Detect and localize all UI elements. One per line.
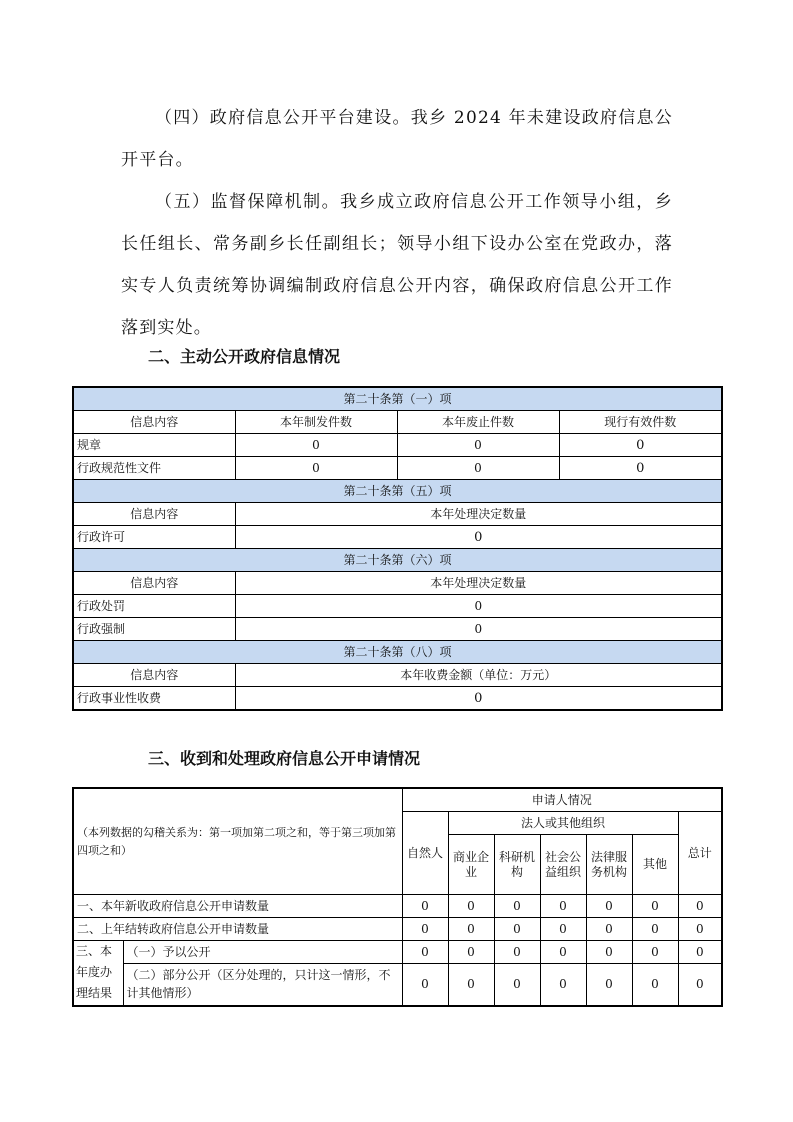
cell-value: 0 bbox=[586, 918, 632, 941]
cell-value: 0 bbox=[235, 687, 722, 711]
cell-value: 0 bbox=[235, 526, 722, 549]
header-other: 其他 bbox=[632, 835, 678, 895]
table-row bbox=[73, 526, 722, 549]
header-public-welfare: 社会公益组织 bbox=[540, 835, 586, 895]
row-label: （二）部分公开（区分处理的，只计这一情形，不计其他情形） bbox=[123, 964, 402, 1006]
header-content: 信息内容 bbox=[73, 572, 235, 595]
cell-value: 0 bbox=[678, 895, 722, 918]
header-legal-other: 法人或其他组织 bbox=[448, 812, 678, 835]
header-decisions: 本年处理决定数量 bbox=[235, 572, 722, 595]
header-business: 商业企业 bbox=[448, 835, 494, 895]
paragraph-platform: （四）政府信息公开平台建设。我乡 2024 年未建设政府信息公开平台。 bbox=[121, 108, 673, 170]
cell-value: 0 bbox=[586, 964, 632, 1006]
cell-value: 0 bbox=[402, 918, 448, 941]
cell-value: 0 bbox=[540, 895, 586, 918]
cell-value: 0 bbox=[402, 941, 448, 964]
cell-value: 0 bbox=[678, 964, 722, 1006]
section-3-title: 三、收到和处理政府信息公开申请情况 bbox=[148, 749, 421, 768]
cell-value: 0 bbox=[540, 941, 586, 964]
row-label: （一）予以公开 bbox=[123, 941, 402, 964]
cell-value: 0 bbox=[586, 941, 632, 964]
table-row bbox=[73, 895, 722, 918]
row-label: 行政处罚 bbox=[73, 595, 235, 618]
row-label: 行政规范性文件 bbox=[73, 457, 235, 480]
cell-value: 0 bbox=[632, 964, 678, 1006]
header-applicant: 申请人情况 bbox=[402, 788, 722, 812]
cell-value: 0 bbox=[448, 918, 494, 941]
body-text bbox=[121, 97, 673, 349]
header-legal-service: 法律服务机构 bbox=[586, 835, 632, 895]
group-label: 三、本年度办理结果 bbox=[73, 941, 123, 1006]
header-valid: 现行有效件数 bbox=[559, 411, 722, 434]
cell-value: 0 bbox=[235, 457, 397, 480]
header-issued: 本年制发件数 bbox=[235, 411, 397, 434]
row-label: 一、本年新收政府信息公开申请数量 bbox=[73, 895, 402, 918]
table-row bbox=[73, 434, 722, 457]
header-fee: 本年收费金额（单位：万元） bbox=[235, 664, 722, 687]
table-row bbox=[73, 918, 722, 941]
cell-value: 0 bbox=[494, 895, 540, 918]
cell-value: 0 bbox=[448, 941, 494, 964]
row-label: 行政强制 bbox=[73, 618, 235, 641]
row-label: 规章 bbox=[73, 434, 235, 457]
paragraph-supervision: （五）监督保障机制。我乡成立政府信息公开工作领导小组，乡长任组长、常务副乡长任副组长；领导小组下设办公室在党政办，落实专人负责统筹协调编制政府信息公开内容，确保政府信息公开工作落到实处。 bbox=[121, 192, 673, 338]
cell-value: 0 bbox=[494, 964, 540, 1006]
cell-value: 0 bbox=[402, 895, 448, 918]
row-label: 行政许可 bbox=[73, 526, 235, 549]
row-label: 行政事业性收费 bbox=[73, 687, 235, 711]
header-content: 信息内容 bbox=[73, 411, 235, 434]
header-research: 科研机构 bbox=[494, 835, 540, 895]
cell-value: 0 bbox=[235, 434, 397, 457]
cell-value: 0 bbox=[540, 964, 586, 1006]
cell-value: 0 bbox=[632, 895, 678, 918]
cell-value: 0 bbox=[397, 434, 559, 457]
cell-value: 0 bbox=[402, 964, 448, 1006]
cell-value: 0 bbox=[632, 941, 678, 964]
cell-value: 0 bbox=[448, 895, 494, 918]
header-abolished: 本年废止件数 bbox=[397, 411, 559, 434]
cell-value: 0 bbox=[540, 918, 586, 941]
table-row bbox=[73, 964, 722, 1006]
band-article-5: 第二十条第（五）项 bbox=[73, 480, 722, 503]
table-row bbox=[73, 687, 722, 711]
cell-value: 0 bbox=[235, 618, 722, 641]
header-total: 总计 bbox=[678, 812, 722, 895]
cell-value: 0 bbox=[586, 895, 632, 918]
band-article-6: 第二十条第（六）项 bbox=[73, 549, 722, 572]
table-row bbox=[73, 457, 722, 480]
cell-value: 0 bbox=[397, 457, 559, 480]
proactive-disclosure-table bbox=[72, 386, 723, 711]
cell-value: 0 bbox=[235, 595, 722, 618]
cell-value: 0 bbox=[448, 964, 494, 1006]
application-table bbox=[72, 787, 723, 1007]
cell-value: 0 bbox=[559, 457, 722, 480]
table-row bbox=[73, 941, 722, 964]
header-content: 信息内容 bbox=[73, 503, 235, 526]
header-natural-person: 自然人 bbox=[402, 812, 448, 895]
row-label: 二、上年结转政府信息公开申请数量 bbox=[73, 918, 402, 941]
table-row bbox=[73, 618, 722, 641]
cell-value: 0 bbox=[494, 941, 540, 964]
cell-value: 0 bbox=[494, 918, 540, 941]
table-row bbox=[73, 595, 722, 618]
cell-value: 0 bbox=[678, 918, 722, 941]
band-article-8: 第二十条第（八）项 bbox=[73, 641, 722, 664]
band-article-1: 第二十条第（一）项 bbox=[73, 387, 722, 411]
cell-value: 0 bbox=[678, 941, 722, 964]
header-content: 信息内容 bbox=[73, 664, 235, 687]
header-decisions: 本年处理决定数量 bbox=[235, 503, 722, 526]
section-2-title: 二、主动公开政府信息情况 bbox=[148, 347, 341, 366]
cell-value: 0 bbox=[632, 918, 678, 941]
cell-value: 0 bbox=[559, 434, 722, 457]
table-note: （本列数据的勾稽关系为：第一项加第二项之和，等于第三项加第四项之和） bbox=[73, 788, 402, 895]
